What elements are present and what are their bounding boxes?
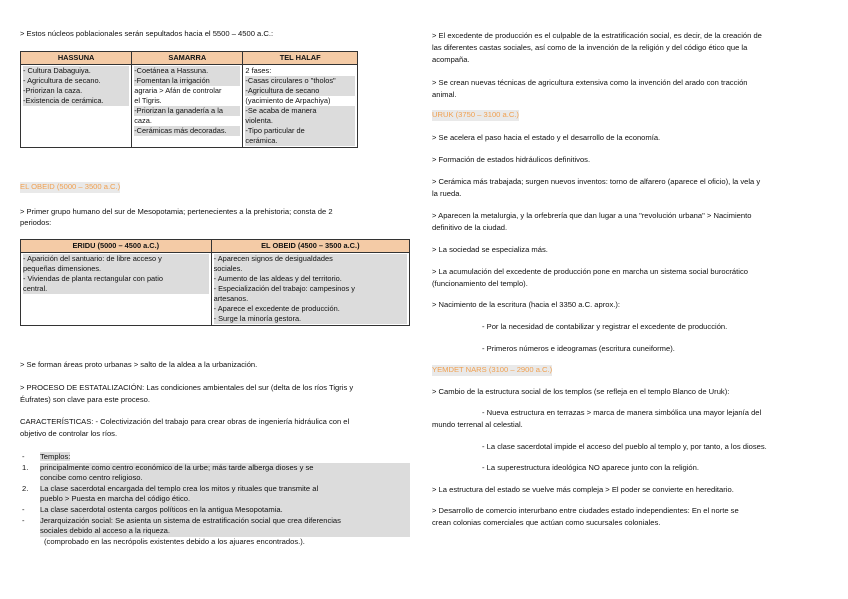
list-items bbox=[20, 463, 410, 548]
cell-line: -Cerámicas más decoradas. bbox=[134, 126, 240, 136]
list-item bbox=[20, 516, 410, 548]
paragraph-line: > Se crean nuevas técnicas de agricultura extensiva como la invención del arado con tracción bbox=[432, 78, 748, 87]
list-marker: - bbox=[22, 504, 25, 514]
paragraph-line: > La acumulación del excedente de producción pone en marcha un sistema social burocrático bbox=[432, 267, 748, 276]
table-cell bbox=[243, 65, 358, 148]
table-cell bbox=[21, 65, 132, 148]
paragraph-line: acompaña. bbox=[432, 55, 470, 64]
paragraph-line: - Por la necesidad de contabilizar y registrar el excedente de producción. bbox=[482, 322, 728, 331]
cell-line: caza. bbox=[134, 116, 152, 125]
list-item bbox=[20, 463, 410, 484]
paragraph-line: > Desarrollo de comercio interurbano entre ciudades estado independientes: En el norte se bbox=[432, 506, 739, 515]
list-item bbox=[20, 452, 410, 463]
paragraph-line: > PROCESO DE ESTATALIZACIÓN: Las condiciones ambientales del sur (delta de los ríos Tigris y bbox=[20, 383, 354, 392]
cell-line: - Aparecen signos de desigualdades bbox=[214, 254, 407, 264]
paragraph-line: las diferentes castas sociales, así como de la invención de la religión y del código ético que la bbox=[432, 43, 748, 52]
table-header: HASSUNA bbox=[21, 52, 132, 65]
cell-line: (yacimiento de Arpachiya) bbox=[245, 96, 331, 105]
cell-line: el Tigris. bbox=[134, 96, 162, 105]
cell-line: -Agricultura de secano bbox=[245, 86, 355, 96]
table-header: SAMARRA bbox=[132, 52, 243, 65]
cell-line: -Coetánea a Hassuna. bbox=[134, 66, 240, 76]
paragraph-line: mundo terrenal al celestial. bbox=[432, 420, 523, 429]
cell-line: agraria > Afán de controlar bbox=[134, 86, 222, 95]
cell-line: - Viviendas de planta rectangular con patio bbox=[23, 274, 209, 284]
section-heading: YEMDET NARS (3100 – 2900 a.C.) bbox=[432, 365, 553, 374]
paragraph-line: periodos: bbox=[20, 218, 52, 227]
list-item-line: Jerarquización social: Se asienta un sistema de estratificación social que crea diferencias bbox=[40, 516, 410, 527]
list-label: Templos: bbox=[40, 452, 71, 461]
table-header: ERIDU (5000 – 4500 a.C.) bbox=[21, 240, 212, 253]
cell-line: - Cultura Dabaguiya. bbox=[23, 66, 129, 76]
paragraph-line: - Nueva estructura en terrazas > marca de manera simbólica una mayor lejanía del bbox=[482, 408, 762, 417]
cultures-table bbox=[20, 51, 358, 148]
cell-line: -Se acaba de manera bbox=[245, 106, 355, 116]
paragraph-line: > Formación de estados hidráulicos definitivos. bbox=[432, 155, 591, 164]
cell-line: -Casas circulares o "tholos" bbox=[245, 76, 355, 86]
list-item-line: pueblo > Puesta en marcha del código ético. bbox=[40, 494, 410, 505]
paragraph-line: Éufrates) son clave para este proceso. bbox=[20, 395, 151, 404]
bullet-marker: - bbox=[22, 452, 25, 461]
cell-line: -Tipo particular de bbox=[245, 126, 355, 136]
cell-line: sociales. bbox=[214, 264, 407, 274]
paragraph-line: > Nacimiento de la escritura (hacia el 3350 a.C. aprox.): bbox=[432, 300, 621, 309]
intro-text: > Estos núcleos poblacionales serán sepultados hacia el 5500 – 4500 a.C.: bbox=[20, 29, 274, 38]
cell-line: artesanos. bbox=[214, 294, 407, 304]
paragraph-line: animal. bbox=[432, 90, 457, 99]
list-item-line: principalmente como centro económico de la urbe; más tarde alberga dioses y se bbox=[40, 463, 410, 474]
list-marker: 2. bbox=[22, 483, 29, 493]
cell-line: -Fomentan la irrigación bbox=[134, 76, 240, 86]
paragraph-line: definitivo de la ciudad. bbox=[432, 223, 508, 232]
list-item-line: La clase sacerdotal encargada del templo crea los mitos y rituales que transmite al bbox=[40, 484, 410, 495]
paragraph-line: - Primeros números e ideogramas (escritura cuneiforme). bbox=[482, 344, 675, 353]
paragraph-line: > Se acelera el paso hacia el estado y el desarrollo de la economía. bbox=[432, 133, 661, 142]
cell-line: - Surge la minoría gestora. bbox=[214, 314, 407, 324]
paragraph-line: > Se forman áreas proto urbanas > salto de la aldea a la urbanización. bbox=[20, 360, 258, 369]
table-header: EL OBEID (4500 – 3500 a.C.) bbox=[211, 240, 409, 253]
cell-line: - Aparición del santuario: de libre acceso y bbox=[23, 254, 209, 264]
paragraph-line: (funcionamiento del templo). bbox=[432, 279, 528, 288]
paragraph-line: > La sociedad se especializa más. bbox=[432, 245, 548, 254]
paragraph-line: > El excedente de producción es el culpable de la estratificación social, es decir, de la creación de bbox=[432, 31, 762, 40]
cell-line: - Aparece el excedente de producción. bbox=[214, 304, 407, 314]
cell-line: - Especialización del trabajo: campesinos y bbox=[214, 284, 407, 294]
list-item-line: La clase sacerdotal ostenta cargos políticos en la antigua Mesopotamia. bbox=[40, 505, 410, 516]
paragraph-line: > La estructura del estado se vuelve más compleja > El poder se convierte en hereditario. bbox=[432, 485, 734, 494]
cell-line: central. bbox=[23, 284, 209, 294]
paragraph-line: > Aparecen la metalurgia, y la orfebrería que dan lugar a una "revolución urbana" > Nacimiento bbox=[432, 211, 752, 220]
list-item-line: concibe como centro religioso. bbox=[40, 473, 410, 484]
list-item bbox=[20, 484, 410, 505]
cell-line: -Existencia de cerámica. bbox=[23, 96, 129, 106]
templos-list bbox=[20, 452, 410, 547]
paragraph-line: > Cambio de la estructura social de los templos (se refleja en el templo Blanco de Uruk): bbox=[432, 387, 730, 396]
cell-line: - Aumento de las aldeas y del territorio. bbox=[214, 274, 407, 284]
paragraph-line: > Cerámica más trabajada; surgen nuevos inventos: torno de alfarero (aparece el oficio), la vela y bbox=[432, 177, 761, 186]
list-item-line: (comprobado en las necrópolis existentes debido a los ajuares encontrados.). bbox=[44, 536, 305, 546]
cell-line: pequeñas dimensiones. bbox=[23, 264, 209, 274]
paragraph-line: - La superestructura ideológica NO aparece junto con la religión. bbox=[482, 463, 699, 472]
table-cell bbox=[211, 253, 409, 326]
paragraph-line: - La clase sacerdotal impide el acceso del pueblo al templo y, por tanto, a los dioses. bbox=[482, 442, 767, 451]
periods-table bbox=[20, 239, 410, 326]
cell-line: cerámica. bbox=[245, 136, 355, 146]
cell-line: - Agricultura de secano. bbox=[23, 76, 129, 86]
table-header: TEL HALAF bbox=[243, 52, 358, 65]
cell-line: -Priorizan la ganadería a la bbox=[134, 106, 240, 116]
paragraph-line: la rueda. bbox=[432, 189, 462, 198]
table-cell bbox=[132, 65, 243, 148]
cell-line: 2 fases: bbox=[245, 66, 272, 75]
list-marker: 1. bbox=[22, 462, 29, 472]
paragraph-line: objetivo de controlar los ríos. bbox=[20, 429, 118, 438]
cell-line: -Priorizan la caza. bbox=[23, 86, 129, 96]
paragraph-line: CARACTERÍSTICAS: - Colectivización del trabajo para crear obras de ingeniería hidráulica con el bbox=[20, 417, 350, 426]
list-item bbox=[20, 505, 410, 516]
list-marker: - bbox=[22, 515, 25, 525]
paragraph-line: crean colonias comerciales que actúan como sucursales coloniales. bbox=[432, 518, 661, 527]
section-heading: EL OBEID (5000 – 3500 a.C.) bbox=[20, 182, 121, 191]
table-cell bbox=[21, 253, 212, 326]
section-heading: URUK (3750 – 3100 a.C.) bbox=[432, 110, 519, 119]
list-item-line: sociales debido al acceso a la riqueza. bbox=[40, 526, 410, 537]
cell-line: violenta. bbox=[245, 116, 355, 126]
paragraph-line: > Primer grupo humano del sur de Mesopotamia; pertenecientes a la prehistoria; consta de 2 bbox=[20, 207, 333, 216]
